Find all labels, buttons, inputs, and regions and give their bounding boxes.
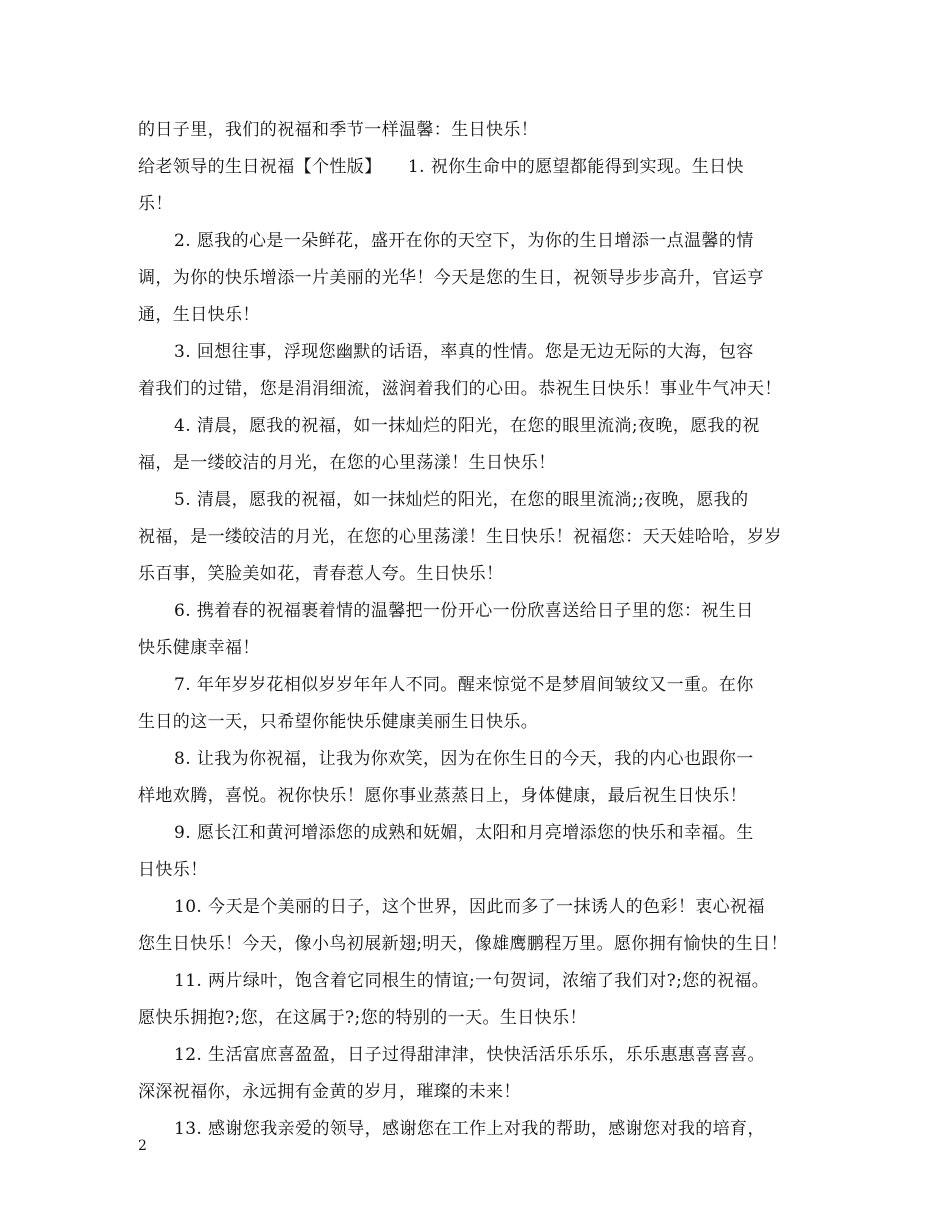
text-line: 日快乐！ bbox=[138, 860, 208, 880]
text-line: 调，为你的快乐增添一片美丽的光华！今天是您的生日，祝领导步步高升，官运亨 bbox=[138, 268, 765, 288]
text-line: 给老领导的生日祝福【个性版】 1. 祝你生命中的愿望都能得到实现。生日快 bbox=[138, 157, 744, 177]
text-line: 福，是一缕皎洁的月光，在您的心里荡漾！生日快乐！ bbox=[138, 453, 556, 473]
text-line: 样地欢腾，喜悦。祝你快乐！愿你事业蒸蒸日上，身体健康，最后祝生日快乐！ bbox=[138, 786, 747, 806]
text-line: 祝福，是一缕皎洁的月光，在您的心里荡漾！生日快乐！祝福您：天天娃哈哈，岁岁 bbox=[138, 527, 782, 547]
text-line: 通，生日快乐！ bbox=[138, 305, 260, 325]
text-line: 12. 生活富庶喜盈盈，日子过得甜津津，快快活活乐乐乐，乐乐惠惠喜喜喜。 bbox=[174, 1045, 765, 1065]
text-line: 的日子里，我们的祝福和季节一样温馨：生日快乐！ bbox=[138, 120, 539, 140]
text-line: 7. 年年岁岁花相似岁岁年年人不同。醒来惊觉不是梦眉间皱纹又一重。在你 bbox=[174, 675, 754, 695]
text-line: 13. 感谢您我亲爱的领导，感谢您在工作上对我的帮助，感谢您对我的培育， bbox=[174, 1119, 765, 1139]
body-text bbox=[138, 116, 822, 1152]
text-line: 10. 今天是个美丽的日子，这个世界，因此而多了一抹诱人的色彩！衷心祝福 bbox=[174, 897, 765, 917]
text-line: 愿快乐拥抱?;您，在这属于?;您的特别的一天。生日快乐！ bbox=[138, 1008, 587, 1028]
text-line: 5. 清晨，愿我的祝福，如一抹灿烂的阳光，在您的眼里流淌;;夜晚，愿我的 bbox=[174, 490, 749, 510]
text-line: 生日的这一天，只希望你能快乐健康美丽生日快乐。 bbox=[138, 712, 539, 732]
text-line: 您生日快乐！今天，像小鸟初展新翅;明天，像雄鹰鹏程万里。愿你拥有愉快的生日！ bbox=[138, 934, 788, 954]
text-line: 着我们的过错，您是涓涓细流，滋润着我们的心田。恭祝生日快乐！事业牛气冲天！ bbox=[138, 379, 782, 399]
text-line: 2. 愿我的心是一朵鲜花，盛开在你的天空下，为你的生日增添一点温馨的情 bbox=[174, 231, 754, 251]
text-line: 11. 两片绿叶，饱含着它同根生的情谊;一句贺词，浓缩了我们对?;您的祝福。 bbox=[174, 971, 770, 991]
text-line: 乐！ bbox=[138, 194, 173, 214]
text-line: 4. 清晨，愿我的祝福，如一抹灿烂的阳光，在您的眼里流淌;夜晚，愿我的祝 bbox=[174, 416, 760, 436]
text-line: 8. 让我为你祝福，让我为你欢笑，因为在你生日的今天，我的内心也跟你一 bbox=[174, 749, 754, 769]
text-line: 乐百事，笑脸美如花，青春惹人夸。生日快乐！ bbox=[138, 564, 504, 584]
text-line: 快乐健康幸福！ bbox=[138, 638, 260, 658]
text-line: 6. 携着春的祝福裹着情的温馨把一份开心一份欣喜送给日子里的您：祝生日 bbox=[174, 601, 754, 621]
text-line: 3. 回想往事，浮现您幽默的话语，率真的性情。您是无边无际的大海，包容 bbox=[174, 342, 754, 362]
text-line: 9. 愿长江和黄河增添您的成熟和妩媚，太阳和月亮增添您的快乐和幸福。生 bbox=[174, 823, 754, 843]
text-line: 深深祝福你，永远拥有金黄的岁月，璀璨的未来！ bbox=[138, 1082, 521, 1102]
page-number: 2 bbox=[138, 1138, 147, 1154]
